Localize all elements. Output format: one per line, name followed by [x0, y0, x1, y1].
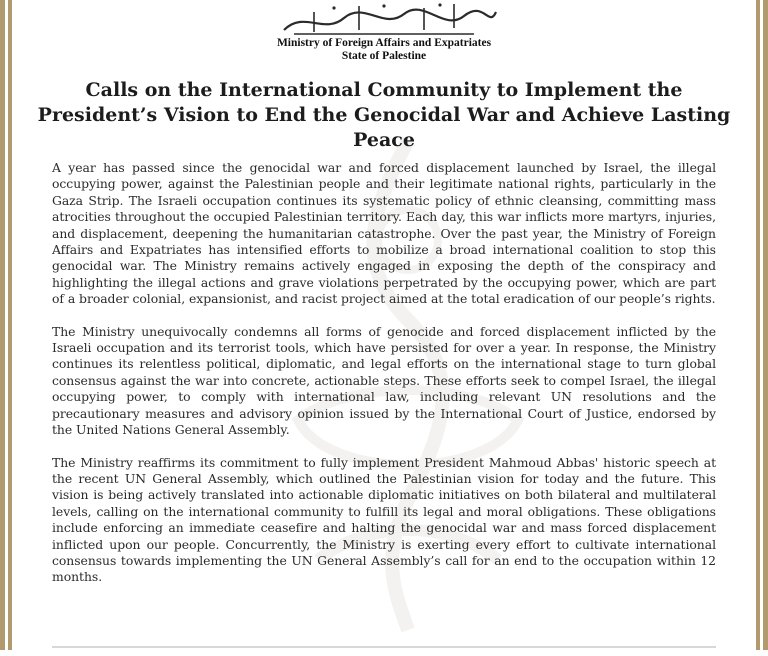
ministry-calligraphy-logo — [264, 0, 504, 40]
document-body — [52, 160, 716, 602]
left-border — [0, 0, 12, 650]
right-border — [756, 0, 768, 650]
document-title: Calls on the International Community to Implement the President’s Vision to End the Genocidal War and Achieve Lasting Peace — [37, 79, 731, 151]
paragraph-1: A year has passed since the genocidal war and forced displacement launched by Israel, the illegal occupying power, against the Palestinian people and their legitimate national rights, particularly in the Gaza Strip. The Israeli occupation continues its systematic policy of ethnic cleansing, committing mass atrocities throughout the occupied Palestinian territory. Each day, this war inflicts more martyrs, injuries, and displacement, deepening the humanitarian catastrophe. Over the past year, the Ministry of Foreign Affairs and Expatriates has intensified efforts to mobilize a broad international coalition to stop this genocidal war. The Ministry remains actively engaged in exposing the depth of the conspiracy and highlighting the illegal actions and grave violations perpetrated by the occupying power, which are part of a broader colonial, expansionist, and racist project aimed at the total eradication of our people’s rights. — [52, 160, 716, 307]
next-paragraph-cutoff — [52, 646, 716, 656]
ministry-name: Ministry of Foreign Affairs and Expatriates — [276, 37, 492, 49]
paragraph-3: The Ministry reaffirms its commitment to fully implement President Mahmoud Abbas' historic speech at the recent UN General Assembly, which outlined the Palestinian vision for today and the future. This vision is being actively translated into actionable diplomatic initiatives on both bilateral and multilateral levels, calling on the international community to fulfill its legal and moral obligations. These obligations include enforcing an immediate ceasefire and halting the genocidal war and mass forced displacement inflicted upon our people. Concurrently, the Ministry is exerting every effort to cultivate international consensus towards implementing the UN General Assembly’s call for an end to the occupation within 12 months. — [52, 454, 716, 585]
paragraph-2: The Ministry unequivocally condemns all forms of genocide and forced displacement inflicted by the Israeli occupation and its terrorist tools, which have persisted for over a year. In response, the Ministry continues its relentless political, diplomatic, and legal efforts on the international stage to turn global consensus against the war into concrete, actionable steps. These efforts seek to compel Israel, the illegal occupying power, to comply with international law, including relevant UN resolutions and the precautionary measures and advisory opinion issued by the International Court of Justice, endorsed by the United Nations General Assembly. — [52, 323, 716, 438]
document-page — [18, 0, 750, 650]
letterhead — [18, 0, 750, 63]
state-name: State of Palestine — [341, 50, 427, 62]
